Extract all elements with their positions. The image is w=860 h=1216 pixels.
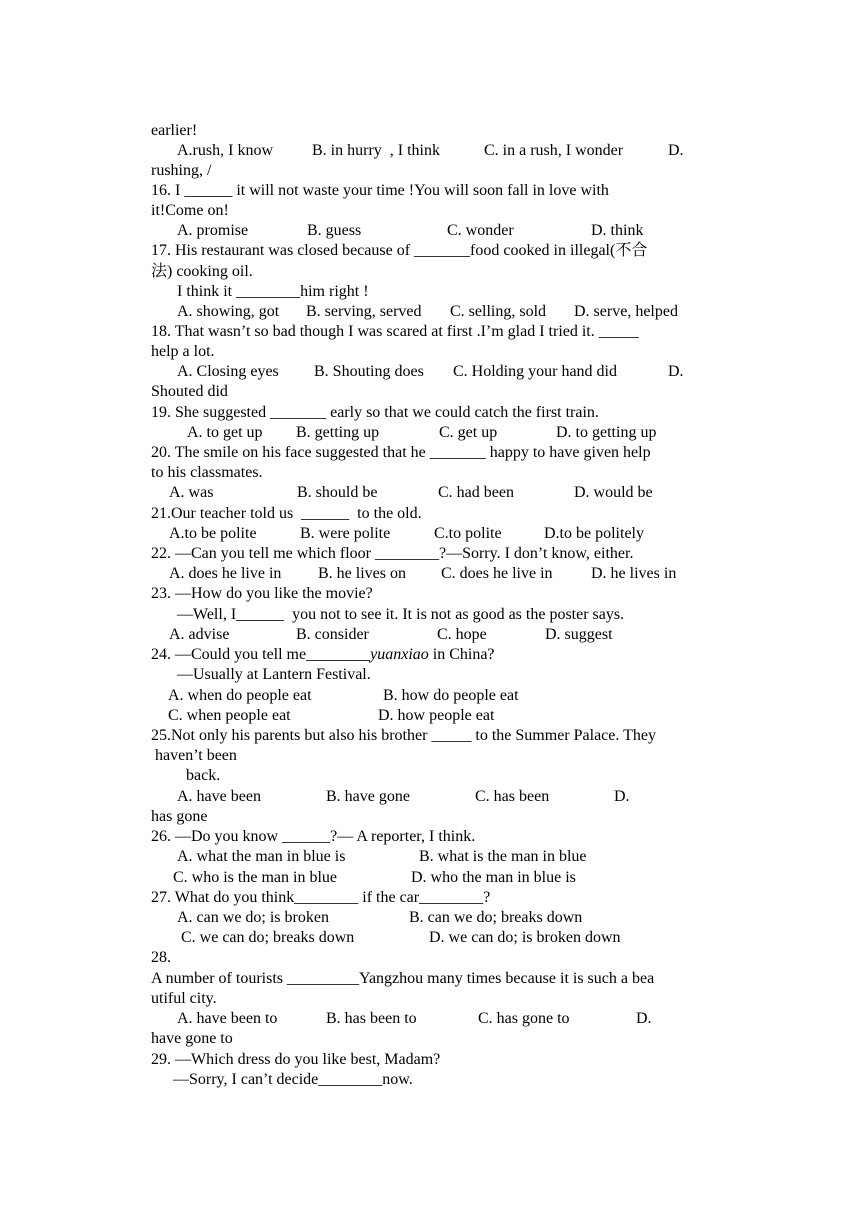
text-line: it!Come on! <box>151 202 229 219</box>
text-line: have gone to <box>151 1030 233 1047</box>
options-row <box>151 1009 652 1029</box>
option: A. does he live in <box>169 565 282 582</box>
option: D. <box>668 363 684 380</box>
option: B. how do people eat <box>383 687 519 704</box>
option: D. suggest <box>545 626 613 643</box>
option: C. wonder <box>447 222 514 239</box>
options-row <box>151 302 678 322</box>
option: D. <box>668 142 684 159</box>
question-21: 21.Our teacher told us ______ to the old. <box>151 505 422 522</box>
option: C. get up <box>439 424 498 441</box>
options-row <box>151 625 613 645</box>
question-24 <box>151 645 495 665</box>
option: B. has been to <box>326 1010 417 1027</box>
text-line: —Well, I______ you not to see it. It is not as good as the poster says. <box>177 606 625 623</box>
text-segment: 24. —Could you tell me________ <box>151 646 371 663</box>
options-row <box>151 362 684 382</box>
option: B. serving, served <box>306 303 422 320</box>
option: B. getting up <box>296 424 380 441</box>
options-row <box>151 928 621 948</box>
text-line: —Sorry, I can’t decide________now. <box>173 1071 413 1088</box>
options-row <box>151 423 657 443</box>
text-line: help a lot. <box>151 343 215 360</box>
text-line: 法) cooking oil. <box>151 263 253 280</box>
text-line: I think it ________him right ! <box>177 283 369 300</box>
options-row <box>151 221 644 241</box>
option: A. was <box>169 484 214 501</box>
option: A. to get up <box>187 424 263 441</box>
option: B. were polite <box>300 525 391 542</box>
option: C. has gone to <box>478 1010 570 1027</box>
italic-term: yuanxiao <box>370 646 429 663</box>
option: C. in a rush, I wonder <box>484 142 624 159</box>
text-line: —Usually at Lantern Festival. <box>177 666 371 683</box>
option: C. we can do; breaks down <box>181 929 355 946</box>
option: C.to polite <box>434 525 502 542</box>
option: D. who the man in blue is <box>411 869 576 886</box>
option: C. had been <box>438 484 514 501</box>
question-16: 16. I ______ it will not waste your time !You will soon fall in love with <box>151 182 609 199</box>
option: D. think <box>591 222 644 239</box>
option: C. when people eat <box>168 707 291 724</box>
option: D. he lives in <box>591 565 677 582</box>
options-row <box>151 868 576 888</box>
question-25: 25.Not only his parents but also his brother _____ to the Summer Palace. They <box>151 727 656 744</box>
option: D. we can do; is broken down <box>429 929 621 946</box>
text-line: back. <box>186 767 221 784</box>
option: B. he lives on <box>318 565 406 582</box>
text-line: has gone <box>151 808 208 825</box>
option: A. can we do; is broken <box>177 909 329 926</box>
option: A.to be polite <box>169 525 257 542</box>
text-line: earlier! <box>151 122 198 139</box>
text-line: rushing, / <box>151 162 212 179</box>
option: A. advise <box>169 626 230 643</box>
option: B. Shouting does <box>314 363 424 380</box>
text-line: to his classmates. <box>151 464 263 481</box>
option: A. when do people eat <box>168 687 312 704</box>
question-26: 26. —Do you know ______?— A reporter, I think. <box>151 828 476 845</box>
text-line: A number of tourists _________Yangzhou many times because it is such a bea <box>151 970 655 987</box>
options-row <box>151 787 630 807</box>
option: C. Holding your hand did <box>453 363 617 380</box>
option: C. does he live in <box>441 565 553 582</box>
question-17: 17. His restaurant was closed because of _______food cooked in illegal(不合 <box>151 242 648 259</box>
option: B. consider <box>296 626 369 643</box>
option: C. hope <box>437 626 487 643</box>
options-row <box>151 847 587 867</box>
option: D. how people eat <box>378 707 495 724</box>
option: C. selling, sold <box>450 303 547 320</box>
text-line: Shouted did <box>151 383 228 400</box>
option: A. promise <box>177 222 249 239</box>
options-row <box>151 908 583 928</box>
options-row <box>151 564 677 584</box>
option: D.to be politely <box>544 525 644 542</box>
option: C. who is the man in blue <box>173 869 337 886</box>
option: B. in hurry , I think <box>312 142 440 159</box>
option: D. serve, helped <box>574 303 678 320</box>
text-segment: in China? <box>428 646 495 663</box>
option: D. to getting up <box>556 424 657 441</box>
options-row <box>151 706 495 726</box>
options-row <box>151 483 653 503</box>
question-18: 18. That wasn’t so bad though I was scared at first .I’m glad I tried it. _____ <box>151 323 639 340</box>
option: A. have been <box>177 788 261 805</box>
options-row <box>151 686 519 706</box>
question-29: 29. —Which dress do you like best, Madam? <box>151 1051 441 1068</box>
option: A. what the man in blue is <box>177 848 346 865</box>
question-28: 28. <box>151 949 171 966</box>
question-20: 20. The smile on his face suggested that he _______ happy to have given help <box>151 444 651 461</box>
option: B. guess <box>307 222 362 239</box>
option: A. showing, got <box>177 303 280 320</box>
text-line: utiful city. <box>151 990 217 1007</box>
question-27: 27. What do you think________ if the car________? <box>151 889 491 906</box>
option: B. what is the man in blue <box>419 848 587 865</box>
option: B. can we do; breaks down <box>409 909 583 926</box>
option: B. should be <box>297 484 378 501</box>
text-line: haven’t been <box>151 747 237 764</box>
question-19: 19. She suggested _______ early so that we could catch the first train. <box>151 404 599 421</box>
question-22: 22. —Can you tell me which floor ________?—Sorry. I don’t know, either. <box>151 545 634 562</box>
options-row <box>151 141 684 161</box>
option: A.rush, I know <box>177 142 273 159</box>
option: A. Closing eyes <box>177 363 279 380</box>
option: D. would be <box>574 484 653 501</box>
options-row <box>151 524 644 544</box>
option: D. <box>614 788 630 805</box>
option: A. have been to <box>177 1010 278 1027</box>
option: B. have gone <box>326 788 410 805</box>
option: D. <box>636 1010 652 1027</box>
question-23: 23. —How do you like the movie? <box>151 585 373 602</box>
option: C. has been <box>475 788 550 805</box>
